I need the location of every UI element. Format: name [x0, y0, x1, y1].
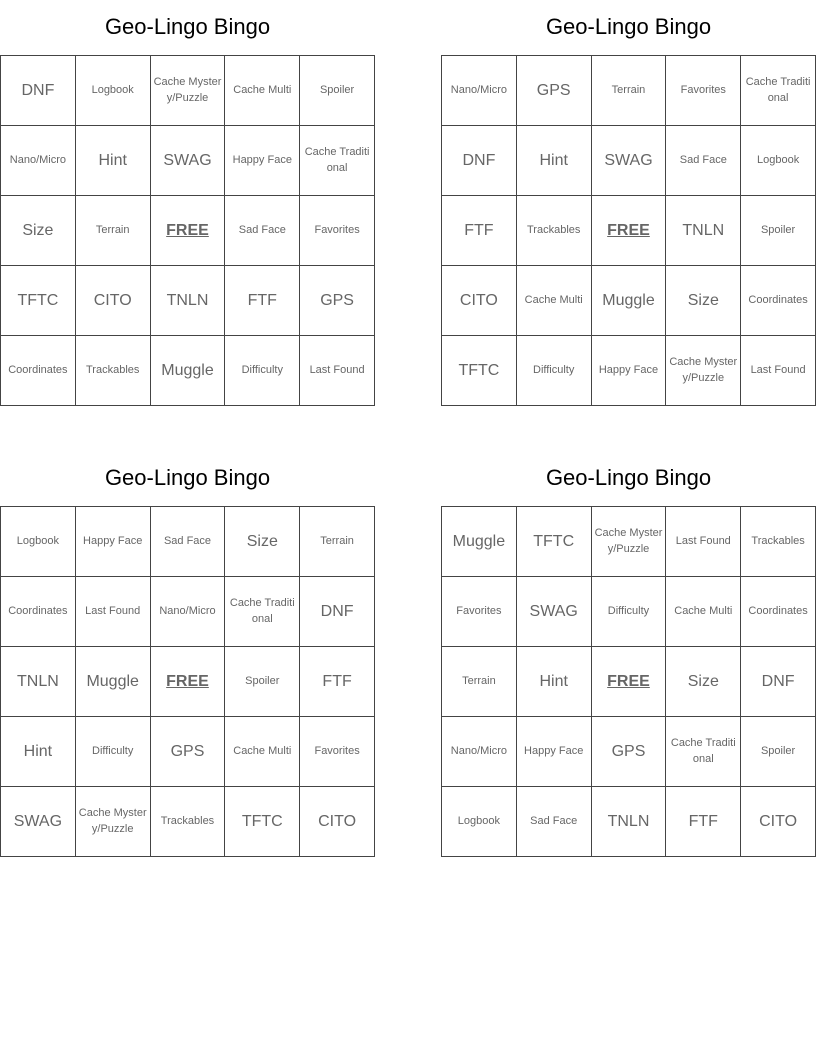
- bingo-cell: [517, 196, 592, 266]
- bingo-cell-label: TFTC: [241, 813, 283, 830]
- bingo-cell: [666, 717, 741, 787]
- bingo-cell: [1, 717, 76, 787]
- bingo-cell: [592, 126, 667, 196]
- bingo-cell-label: Difficulty: [533, 363, 575, 376]
- bingo-cell-label: Last Found: [675, 534, 731, 547]
- bingo-cell-label: Happy Face: [524, 744, 584, 757]
- bingo-cell: [517, 336, 592, 406]
- card-title: Geo-Lingo Bingo: [104, 14, 271, 39]
- bingo-cell: [1, 126, 76, 196]
- bingo-cell-label: SWAG: [13, 813, 63, 830]
- bingo-cell-label: CITO: [759, 813, 798, 830]
- bingo-cell-label: SWAG: [529, 603, 578, 620]
- bingo-cell: [517, 266, 592, 336]
- bingo-cell-label: TNLN: [166, 292, 209, 309]
- bingo-cell: [442, 266, 517, 336]
- bingo-cell-label: DNF: [761, 673, 795, 690]
- free-space-cell: [592, 647, 667, 717]
- bingo-cell-label: Coordinates: [748, 604, 808, 617]
- bingo-cell-label: Muggle: [452, 533, 506, 550]
- bingo-cell-label: SWAG: [163, 152, 212, 169]
- bingo-cell-label: TFTC: [533, 533, 575, 550]
- bingo-cell-label: FTF: [322, 673, 352, 690]
- bingo-cell-label: Sad Face: [679, 153, 727, 166]
- bingo-cell-label: Hint: [539, 152, 568, 169]
- bingo-cell-label: TFTC: [458, 362, 500, 379]
- bingo-grid: [441, 506, 816, 857]
- bingo-cell-label: Trackables: [86, 363, 140, 376]
- bingo-cell-label: Coordinates: [748, 293, 808, 306]
- bingo-cell-label: Logbook: [756, 153, 800, 166]
- bingo-cell-label: FTF: [688, 813, 718, 830]
- bingo-cell-label: FREE: [166, 672, 209, 690]
- bingo-cell-label: Spoiler: [760, 744, 796, 757]
- bingo-cell: [76, 196, 151, 266]
- bingo-cell: [76, 507, 151, 577]
- bingo-cell-label: Logbook: [16, 534, 59, 547]
- bingo-cell: [225, 787, 300, 857]
- bingo-cell-label: Size: [246, 533, 278, 550]
- bingo-cell: [442, 126, 517, 196]
- bingo-cell-label: GPS: [611, 743, 646, 760]
- bingo-cell-label: Muggle: [86, 673, 139, 690]
- bingo-cell: [300, 56, 375, 126]
- bingo-cell-label: CITO: [318, 813, 357, 830]
- bingo-cell-label: Hint: [98, 152, 127, 169]
- bingo-cell: [300, 336, 375, 406]
- bingo-cell: [225, 717, 300, 787]
- bingo-cell-label: Cache Multi: [674, 604, 733, 617]
- bingo-cell-label: Cache Multi: [233, 83, 292, 96]
- bingo-cell: [151, 577, 226, 647]
- bingo-cell-label: Favorites: [314, 744, 360, 757]
- bingo-cell: [1, 56, 76, 126]
- bingo-cell-label: TNLN: [607, 813, 650, 830]
- bingo-cell: [151, 336, 226, 406]
- bingo-cell-label: GPS: [536, 82, 571, 99]
- bingo-cell: [592, 56, 667, 126]
- bingo-cell-label: Terrain: [611, 83, 646, 96]
- bingo-cell: [442, 787, 517, 857]
- bingo-cell-label: Favorites: [314, 223, 360, 236]
- bingo-cell: [741, 56, 816, 126]
- bingo-cell-label: FTF: [247, 292, 277, 309]
- bingo-cell-label: Cache Multi: [524, 293, 583, 306]
- bingo-cell: [592, 577, 667, 647]
- bingo-cell: [151, 126, 226, 196]
- bingo-cell: [666, 196, 741, 266]
- bingo-cell-label: FREE: [607, 221, 650, 239]
- bingo-cell: [225, 266, 300, 336]
- bingo-card-2: [441, 0, 816, 406]
- bingo-cell-label: Logbook: [91, 83, 134, 96]
- bingo-cell-label: Cache Traditional: [229, 597, 295, 625]
- bingo-cell-label: Favorites: [456, 604, 502, 617]
- bingo-cell-label: Cache Mystery/Puzzle: [594, 527, 663, 555]
- bingo-cell-label: Last Found: [85, 604, 141, 617]
- bingo-cell-label: Nano/Micro: [9, 153, 67, 166]
- bingo-cell: [741, 336, 816, 406]
- bingo-cell: [76, 336, 151, 406]
- bingo-cell: [76, 266, 151, 336]
- bingo-cell: [517, 56, 592, 126]
- bingo-cell: [225, 647, 300, 717]
- bingo-cell-label: Cache Mystery/Puzzle: [78, 807, 147, 835]
- card-title: Geo-Lingo Bingo: [545, 465, 712, 490]
- bingo-cell: [225, 577, 300, 647]
- bingo-cell-label: Spoiler: [319, 83, 355, 96]
- bingo-cell: [442, 507, 517, 577]
- bingo-cell: [741, 196, 816, 266]
- bingo-cell-label: DNF: [21, 82, 55, 99]
- bingo-cell-label: CITO: [459, 292, 498, 309]
- bingo-cell-label: Terrain: [320, 534, 354, 547]
- bingo-cell-label: DNF: [320, 603, 354, 620]
- bingo-cell: [1, 266, 76, 336]
- bingo-cell: [76, 717, 151, 787]
- bingo-cell-label: Size: [687, 292, 719, 309]
- bingo-cell: [225, 56, 300, 126]
- bingo-cell-label: Difficulty: [607, 604, 650, 617]
- bingo-cell-label: DNF: [462, 152, 496, 169]
- bingo-cell: [76, 787, 151, 857]
- bingo-card-4: [441, 451, 816, 857]
- bingo-cell: [225, 507, 300, 577]
- bingo-cell: [151, 717, 226, 787]
- bingo-cell: [517, 787, 592, 857]
- free-space-cell: [151, 196, 226, 266]
- bingo-card-1: [0, 0, 375, 406]
- bingo-cell-label: TNLN: [682, 222, 725, 239]
- bingo-cell: [151, 787, 226, 857]
- bingo-cell-label: Cache Multi: [233, 744, 292, 757]
- bingo-cell-label: SWAG: [604, 152, 653, 169]
- bingo-cell-label: TNLN: [17, 673, 59, 690]
- bingo-cell: [225, 126, 300, 196]
- bingo-cell-label: Coordinates: [8, 363, 68, 376]
- bingo-cell: [741, 717, 816, 787]
- bingo-cell: [76, 577, 151, 647]
- bingo-cell-label: Hint: [23, 743, 53, 760]
- bingo-cell-label: Happy Face: [83, 534, 143, 547]
- bingo-cell: [300, 647, 375, 717]
- bingo-cell: [1, 336, 76, 406]
- bingo-cell: [225, 336, 300, 406]
- bingo-cell: [442, 647, 517, 717]
- bingo-cell-label: Cache Mystery/Puzzle: [153, 76, 222, 104]
- bingo-cell: [592, 507, 667, 577]
- bingo-cell: [300, 266, 375, 336]
- bingo-cell: [300, 717, 375, 787]
- bingo-cell-label: CITO: [93, 292, 132, 309]
- bingo-cell-label: Difficulty: [241, 363, 283, 376]
- bingo-cell-label: Muggle: [161, 362, 214, 379]
- bingo-cell-label: Sad Face: [163, 534, 212, 547]
- bingo-cell: [442, 196, 517, 266]
- bingo-cell: [442, 56, 517, 126]
- free-space-cell: [592, 196, 667, 266]
- bingo-cell: [741, 507, 816, 577]
- bingo-cell-label: Cache Mystery/Puzzle: [669, 356, 738, 384]
- bingo-cell-label: TFTC: [17, 292, 59, 309]
- bingo-cell: [666, 266, 741, 336]
- bingo-cell-label: FTF: [464, 222, 494, 239]
- bingo-cell: [592, 717, 667, 787]
- bingo-cell-label: FREE: [166, 221, 209, 239]
- bingo-cell: [517, 647, 592, 717]
- bingo-cell-label: Spoiler: [760, 223, 796, 236]
- bingo-cell-label: Coordinates: [8, 604, 68, 617]
- bingo-cell-label: Cache Traditional: [670, 737, 736, 765]
- bingo-cell-label: Cache Traditional: [304, 146, 370, 174]
- bingo-cell: [741, 647, 816, 717]
- bingo-cell: [300, 126, 375, 196]
- bingo-cell: [517, 577, 592, 647]
- bingo-cell: [442, 577, 517, 647]
- bingo-cell: [592, 787, 667, 857]
- bingo-cell: [151, 266, 226, 336]
- bingo-cell: [300, 787, 375, 857]
- bingo-cell: [592, 266, 667, 336]
- bingo-cell-label: Logbook: [457, 814, 500, 827]
- bingo-grid: [0, 506, 375, 857]
- bingo-cell: [741, 787, 816, 857]
- free-space-cell: [151, 647, 226, 717]
- card-title: Geo-Lingo Bingo: [545, 14, 712, 39]
- bingo-cell: [666, 56, 741, 126]
- bingo-cell: [1, 196, 76, 266]
- bingo-cell: [666, 336, 741, 406]
- bingo-cell-label: Happy Face: [232, 153, 292, 166]
- bingo-cell-label: GPS: [320, 292, 354, 309]
- bingo-cell: [300, 196, 375, 266]
- bingo-cell: [300, 507, 375, 577]
- bingo-cell-label: Nano/Micro: [450, 744, 508, 757]
- bingo-cell-label: Last Found: [309, 363, 365, 376]
- bingo-cell-label: FREE: [607, 672, 650, 690]
- bingo-cell: [741, 266, 816, 336]
- bingo-cell: [666, 577, 741, 647]
- bingo-cell: [76, 126, 151, 196]
- bingo-cell-label: Spoiler: [245, 674, 280, 687]
- bingo-cell: [300, 577, 375, 647]
- bingo-cell-label: Cache Traditional: [745, 76, 811, 104]
- bingo-cell-label: Difficulty: [92, 744, 134, 757]
- bingo-cell-label: Terrain: [462, 674, 496, 687]
- bingo-cell: [442, 336, 517, 406]
- bingo-cell: [151, 56, 226, 126]
- bingo-cell-label: Trackables: [751, 534, 805, 547]
- bingo-card-3: [0, 451, 375, 857]
- bingo-cell-label: Trackables: [160, 814, 215, 827]
- bingo-cell-label: GPS: [170, 743, 205, 760]
- bingo-cell: [517, 507, 592, 577]
- bingo-cell: [151, 507, 226, 577]
- bingo-cell: [517, 126, 592, 196]
- bingo-cell: [1, 577, 76, 647]
- bingo-cell-label: Terrain: [95, 223, 130, 236]
- bingo-cell: [442, 717, 517, 787]
- bingo-cell: [741, 126, 816, 196]
- bingo-cell-label: Hint: [539, 673, 568, 690]
- bingo-cell-label: Size: [687, 673, 719, 690]
- bingo-cell: [76, 647, 151, 717]
- bingo-grid: [0, 55, 375, 406]
- bingo-cell: [225, 196, 300, 266]
- bingo-cell: [666, 126, 741, 196]
- bingo-cell: [741, 577, 816, 647]
- bingo-cell: [666, 647, 741, 717]
- bingo-cell-label: Sad Face: [530, 814, 578, 827]
- bingo-cell: [592, 336, 667, 406]
- bingo-cell: [517, 717, 592, 787]
- card-title: Geo-Lingo Bingo: [104, 465, 271, 490]
- bingo-cell: [1, 647, 76, 717]
- bingo-cell: [666, 787, 741, 857]
- bingo-cell-label: Happy Face: [598, 363, 659, 376]
- bingo-cell-label: Nano/Micro: [450, 83, 508, 96]
- bingo-cell-label: Trackables: [527, 223, 581, 236]
- bingo-cell-label: Nano/Micro: [159, 604, 216, 617]
- bingo-cell-label: Favorites: [680, 83, 726, 96]
- bingo-grid: [441, 55, 816, 406]
- bingo-cell-label: Sad Face: [238, 223, 286, 236]
- bingo-cell-label: Size: [22, 222, 54, 239]
- bingo-cell: [76, 56, 151, 126]
- bingo-cell: [1, 787, 76, 857]
- bingo-cell: [666, 507, 741, 577]
- bingo-cell-label: Muggle: [602, 292, 655, 309]
- bingo-cell: [1, 507, 76, 577]
- bingo-cell-label: Last Found: [750, 363, 806, 376]
